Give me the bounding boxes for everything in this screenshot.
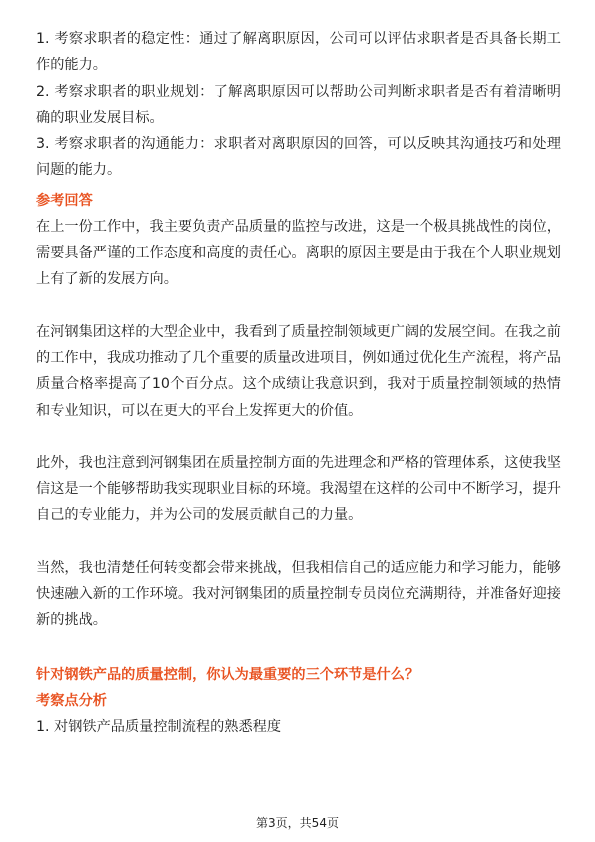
answer-paragraph-4: 当然，我也清楚任何转变都会带来挑战，但我相信自己的适应能力和学习能力，能够快速融入新的工作环境。我对河钢集团的质量控制专员岗位充满期待，并准备好迎接新的挑战。 — [36, 559, 561, 629]
page-footer: 第3页，共54页 — [256, 816, 339, 830]
reference-answer-heading: 参考回答 — [36, 192, 93, 209]
answer-paragraph-2: 在河钢集团这样的大型企业中，我看到了质量控制领域更广阔的发展空间。在我之前的工作中，我成功推动了几个重要的质量改进项目，例如通过优化生产流程，将产品质量合格率提高了10个百分点。这个成绩让我意识到，我对于质量控制领域的热情和专业知识，可以在更大的平台上发挥更大的价值。 — [36, 323, 561, 419]
document-page — [36, 26, 561, 740]
answer-paragraph-3: 此外，我也注意到河钢集团在质量控制方面的先进理念和严格的管理体系，这使我坚信这是一个能够帮助我实现职业目标的环境。我渴望在这样的公司中不断学习，提升自己的专业能力，并为公司的发展贡献自己的力量。 — [36, 454, 561, 524]
paragraph-gap — [36, 529, 561, 555]
intro-item-3: 3. 考察求职者的沟通能力：求职者对离职原因的回答，可以反映其沟通技巧和处理问题的能力。 — [36, 136, 561, 179]
intro-item-1: 1. 考察求职者的稳定性：通过了解离职原因，公司可以评估求职者是否具备长期工作的能力。 — [36, 31, 561, 74]
paragraph-gap — [36, 424, 561, 450]
answer-paragraph-1: 在上一份工作中，我主要负责产品质量的监控与改进，这是一个极具挑战性的岗位，需要具备严谨的工作态度和高度的责任心。离职的原因主要是由于我在个人职业规划上有了新的发展方向。 — [36, 218, 561, 288]
intro-item-2: 2. 考察求职者的职业规划：了解离职原因可以帮助公司判断求职者是否有着清晰明确的职业发展目标。 — [36, 83, 561, 126]
paragraph-gap — [36, 293, 561, 319]
next-question: 针对钢铁产品的质量控制，你认为最重要的三个环节是什么？ — [36, 666, 420, 683]
analysis-item-1: 1. 对钢铁产品质量控制流程的熟悉程度 — [36, 718, 282, 735]
analysis-heading: 考察点分析 — [36, 692, 107, 709]
